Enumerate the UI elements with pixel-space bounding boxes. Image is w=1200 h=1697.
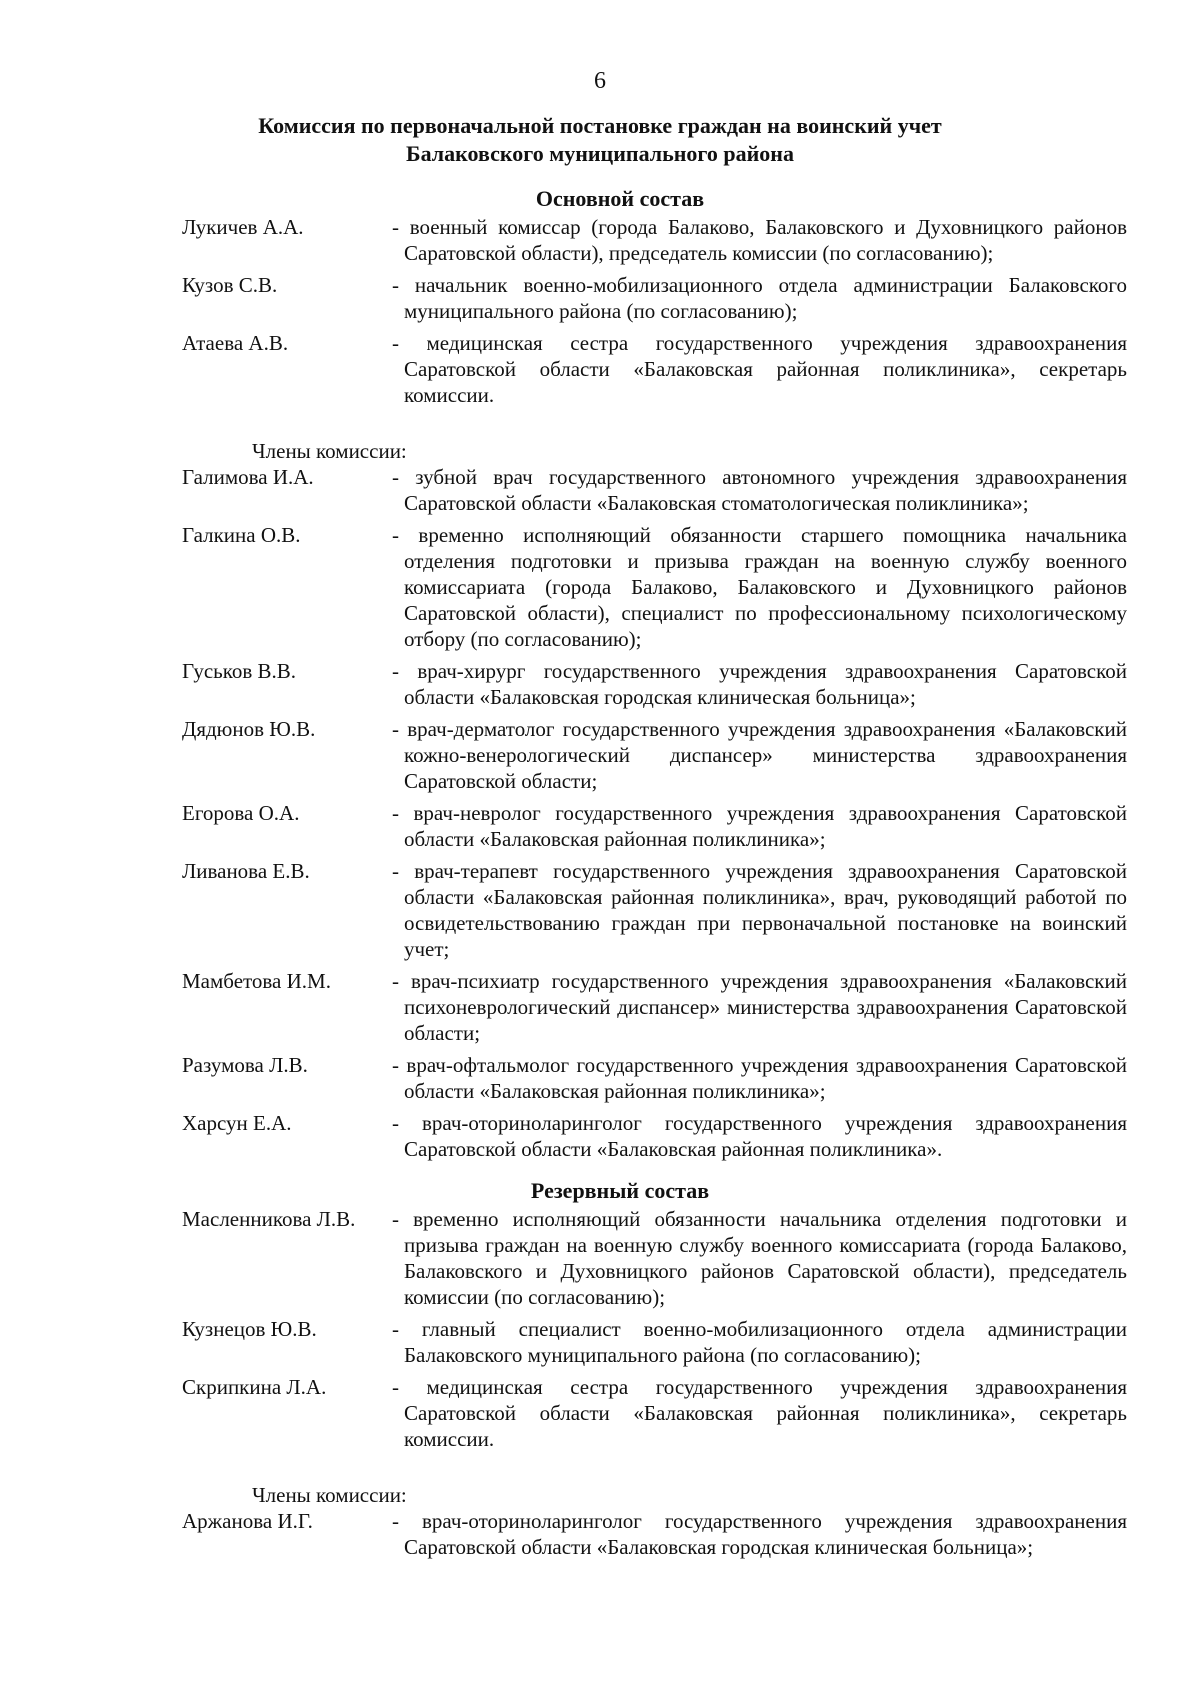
document-content bbox=[0, 184, 1200, 1560]
main-member-entry bbox=[182, 658, 1127, 710]
person-role: - врач-психиатр государственного учреждения здравоохранения «Балаковский психоневрологический диспансер» министерства здравоохранения Саратовской области; bbox=[392, 969, 1127, 1045]
title-line-2: Балаковского муниципального района bbox=[406, 141, 794, 166]
person-role: - зубной врач государственного автономного учреждения здравоохранения Саратовской области «Балаковская стоматологическая поликлиника»; bbox=[392, 465, 1127, 515]
person-name: Кузов С.В. bbox=[182, 273, 278, 297]
reserve-leader-entry bbox=[182, 1316, 1127, 1368]
main-composition-heading: Основной состав bbox=[535, 186, 705, 211]
person-name: Атаева А.В. bbox=[182, 331, 289, 355]
person-name: Масленникова Л.В. bbox=[182, 1207, 356, 1231]
person-role: - врач-оториноларинголог государственного учреждения здравоохранения Саратовской области «Балаковская районная поликлиника». bbox=[392, 1111, 1127, 1161]
person-name: Харсун Е.А. bbox=[182, 1111, 292, 1135]
person-role: - медицинская сестра государственного учреждения здравоохранения Саратовской области «Балаковская районная поликлиника», секретарь комиссии. bbox=[392, 1375, 1127, 1451]
person-name: Галкина О.В. bbox=[182, 523, 301, 547]
reserve-member-entry bbox=[182, 1508, 1127, 1560]
person-name: Кузнецов Ю.В. bbox=[182, 1317, 317, 1341]
main-member-entry bbox=[182, 1110, 1127, 1162]
main-member-entry bbox=[182, 716, 1127, 794]
person-name: Аржанова И.Г. bbox=[182, 1509, 313, 1533]
person-role: - временно исполняющий обязанности старшего помощника начальника отделения подготовки и призыва граждан на военную службу военного комиссариата (города Балаково, Балаковского и Духовницкого районов Саратовской области), специалист по профессиональному психологическому отбору (по согласованию); bbox=[392, 523, 1127, 651]
reserve-leader-entry bbox=[182, 1206, 1127, 1310]
person-name: Лукичев А.А. bbox=[182, 215, 304, 239]
person-name: Егорова О.А. bbox=[182, 801, 300, 825]
reserve-composition-heading: Резервный состав bbox=[530, 1178, 710, 1203]
person-name: Ливанова Е.В. bbox=[182, 859, 310, 883]
reserve-leader-entry bbox=[182, 1374, 1127, 1452]
person-name: Скрипкина Л.А. bbox=[182, 1375, 327, 1399]
main-member-entry bbox=[182, 464, 1127, 516]
document-title bbox=[0, 112, 1200, 168]
person-role: - врач-оториноларинголог государственного учреждения здравоохранения Саратовской области «Балаковская городская клиническая больница»; bbox=[392, 1509, 1127, 1559]
main-leader-entry bbox=[182, 214, 1127, 266]
person-role: - медицинская сестра государственного учреждения здравоохранения Саратовской области «Балаковская районная поликлиника», секретарь комиссии. bbox=[392, 331, 1127, 407]
person-name: Мамбетова И.М. bbox=[182, 969, 331, 993]
person-name: Разумова Л.В. bbox=[182, 1053, 308, 1077]
person-role: - главный специалист военно-мобилизационного отдела администрации Балаковского муниципального района (по согласованию); bbox=[392, 1317, 1127, 1367]
main-member-entry bbox=[182, 522, 1127, 652]
reserve-members-label: Члены комиссии: bbox=[252, 1483, 407, 1507]
main-member-entry bbox=[182, 800, 1127, 852]
person-role: - начальник военно-мобилизационного отдела администрации Балаковского муниципального района (по согласованию); bbox=[392, 273, 1127, 323]
main-member-entry bbox=[182, 968, 1127, 1046]
main-member-entry bbox=[182, 1052, 1127, 1104]
person-name: Дядюнов Ю.В. bbox=[182, 717, 316, 741]
person-role: - врач-дерматолог государственного учреждения здравоохранения «Балаковский кожно-венерологический диспансер» министерства здравоохранения Саратовской области; bbox=[392, 717, 1127, 793]
person-role: - врач-хирург государственного учреждения здравоохранения Саратовской области «Балаковская городская клиническая больница»; bbox=[392, 659, 1127, 709]
main-member-entry bbox=[182, 858, 1127, 962]
main-leader-entry bbox=[182, 272, 1127, 324]
person-role: - врач-терапевт государственного учреждения здравоохранения Саратовской области «Балаковская районная поликлиника», врач, руководящий работой по освидетельствованию граждан при первоначальной постановке на воинский учет; bbox=[392, 859, 1127, 961]
person-name: Галимова И.А. bbox=[182, 465, 314, 489]
person-role: - военный комиссар (города Балаково, Балаковского и Духовницкого районов Саратовской области), председатель комиссии (по согласованию); bbox=[392, 215, 1127, 265]
title-line-1: Комиссия по первоначальной постановке граждан на воинский учет bbox=[258, 113, 942, 138]
person-role: - временно исполняющий обязанности начальника отделения подготовки и призыва граждан на военную службу военного комиссариата (города Балаково, Балаковского и Духовницкого районов Саратовской области), председатель комиссии (по согласованию); bbox=[392, 1207, 1127, 1309]
page-number: 6 bbox=[594, 68, 606, 94]
main-leader-entry bbox=[182, 330, 1127, 408]
person-role: - врач-офтальмолог государственного учреждения здравоохранения Саратовской области «Балаковская районная поликлиника»; bbox=[392, 1053, 1127, 1103]
person-name: Гуськов В.В. bbox=[182, 659, 297, 683]
person-role: - врач-невролог государственного учреждения здравоохранения Саратовской области «Балаковская районная поликлиника»; bbox=[392, 801, 1127, 851]
main-members-label: Члены комиссии: bbox=[252, 439, 407, 463]
